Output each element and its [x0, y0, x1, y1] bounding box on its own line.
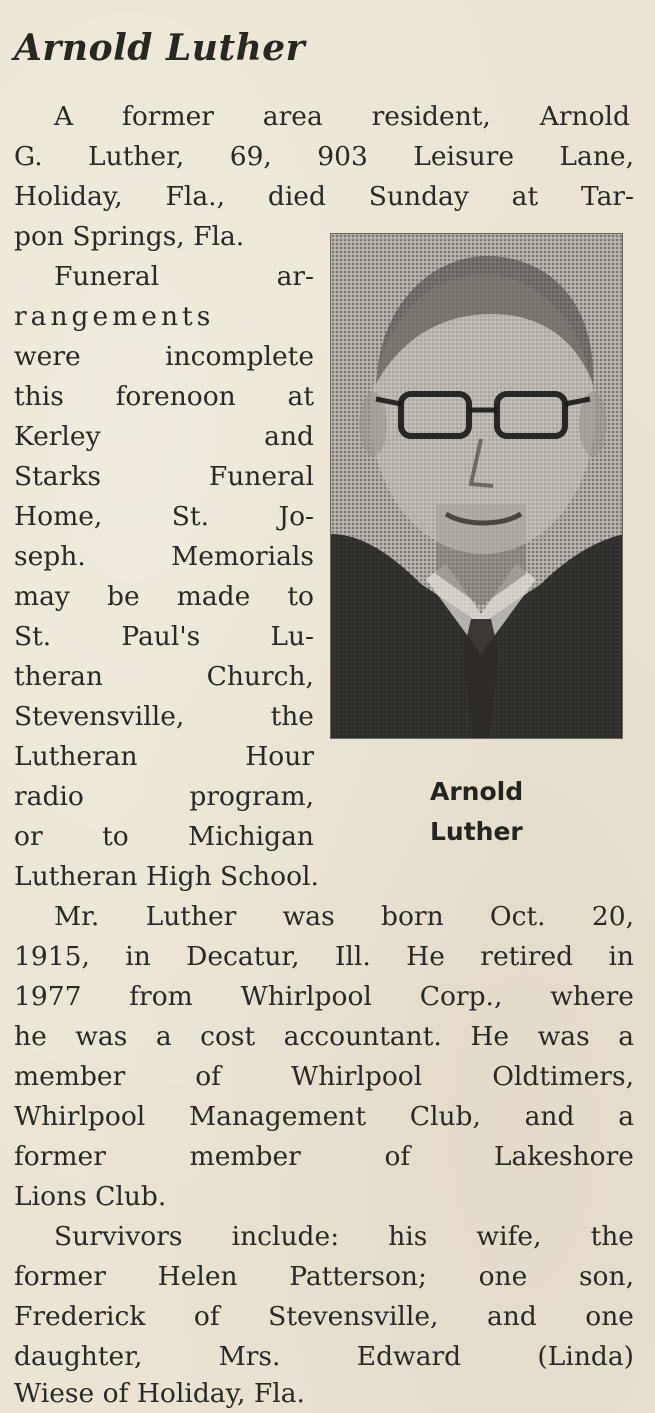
text-line: Lions Club. — [14, 1181, 167, 1212]
text-line: St. Paul's Lu- — [14, 621, 314, 652]
text-line: Stevensville, the — [14, 701, 314, 732]
text-line: Wiese of Holiday, Fla. — [14, 1378, 305, 1409]
text-line: Mr. Luther was born Oct. 20, — [54, 901, 634, 932]
text-line: theran Church, — [14, 661, 314, 692]
text-line: Holiday, Fla., died Sunday at Tar- — [14, 181, 634, 212]
text-line: this forenoon at — [14, 381, 314, 412]
text-line: radio program, — [14, 781, 314, 812]
portrait-figure — [331, 234, 623, 739]
text-line: he was a cost accountant. He was a — [14, 1021, 634, 1052]
text-line: Survivors include: his wife, the — [54, 1221, 634, 1252]
portrait-photo — [330, 233, 623, 739]
text-line: former Helen Patterson; one son, — [14, 1261, 634, 1292]
photo-caption-line: Arnold — [430, 777, 524, 806]
text-line: Lutheran High School. — [14, 861, 319, 892]
text-line: may be made to — [14, 581, 314, 612]
text-line: Whirlpool Management Club, and a — [14, 1101, 634, 1132]
text-line: 1977 from Whirlpool Corp., where — [14, 981, 634, 1012]
photo-caption-line: Luther — [430, 817, 523, 846]
text-line: Frederick of Stevensville, and one — [14, 1301, 634, 1332]
headline: Arnold Luther — [14, 27, 306, 69]
text-line: rangements — [14, 301, 215, 332]
text-line: were incomplete — [14, 341, 314, 372]
text-line: Funeral ar- — [54, 261, 314, 292]
text-line: or to Michigan — [14, 821, 314, 852]
text-line: Kerley and — [14, 421, 314, 452]
text-line: seph. Memorials — [14, 541, 314, 572]
text-line: pon Springs, Fla. — [14, 221, 245, 252]
text-line: Starks Funeral — [14, 461, 314, 492]
text-line: G. Luther, 69, 903 Leisure Lane, — [14, 141, 634, 172]
text-line: 1915, in Decatur, Ill. He retired in — [14, 941, 634, 972]
text-line: A former area resident, Arnold — [54, 101, 630, 132]
text-line: Home, St. Jo- — [14, 501, 314, 532]
text-line: member of Whirlpool Oldtimers, — [14, 1061, 634, 1092]
text-line: former member of Lakeshore — [14, 1141, 634, 1172]
text-line: daughter, Mrs. Edward (Linda) — [14, 1341, 634, 1372]
text-line: Lutheran Hour — [14, 741, 314, 772]
